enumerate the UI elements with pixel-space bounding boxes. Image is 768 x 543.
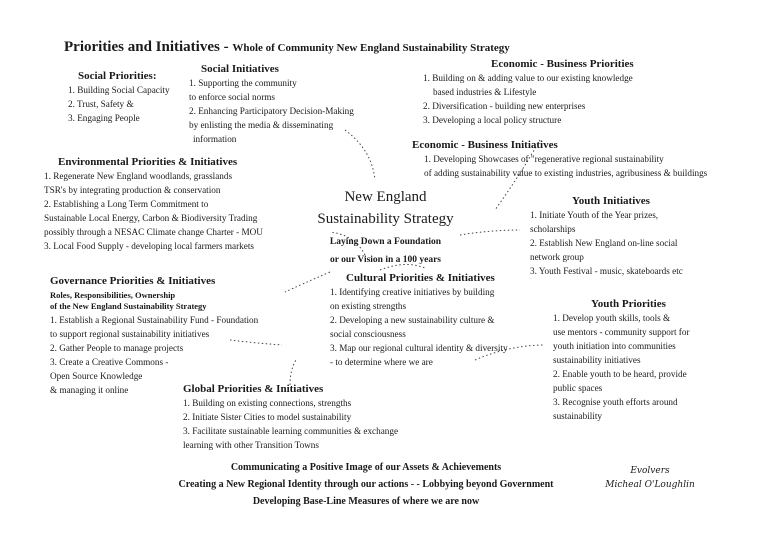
list-item: 1. Building Social Capacity — [68, 85, 170, 95]
list-item: 1. Develop youth skills, tools & — [553, 313, 671, 323]
social-priorities-list — [68, 83, 170, 125]
list-item: 1. Initiate Youth of the Year prizes, — [530, 210, 659, 220]
center-block — [298, 186, 473, 269]
list-item: 1. Building on & adding value to our existing knowledge — [423, 73, 633, 83]
list-item: possibly through a NESAC Climate change Charter - MOU — [44, 227, 263, 237]
global-block — [183, 383, 398, 452]
page-title-sub: Whole of Community New England Sustainability Strategy — [232, 42, 510, 54]
connector-governance — [285, 272, 330, 292]
social-initiatives-list — [189, 76, 354, 146]
economic-priorities-list — [423, 71, 634, 127]
list-item: 2. Trust, Safety & — [68, 99, 134, 109]
list-item: to support regional sustainability initiatives — [50, 329, 210, 339]
list-item: public spaces — [553, 383, 603, 393]
social-initiatives-heading: Social Initiatives — [201, 63, 279, 75]
list-item: 2. Gather People to manage projects — [50, 343, 184, 353]
list-item: social consciousness — [330, 329, 406, 339]
youth-priorities-list — [553, 311, 690, 423]
youth-initiatives-list — [530, 208, 683, 278]
economic-initiatives-block — [412, 139, 707, 180]
list-item: 2. Initiate Sister Cities to model sustainability — [183, 412, 352, 422]
list-item: 3. Create a Creative Commons - — [50, 357, 169, 367]
signature-block — [600, 464, 700, 492]
list-item: use mentors - community support for — [553, 327, 690, 337]
center-title-line1: New England — [344, 189, 427, 205]
list-item: 2. Establish New England on-line social — [530, 238, 678, 248]
signature-line-2: Micheal O'Loughlin — [605, 480, 695, 490]
list-item: sustainability initiatives — [553, 355, 641, 365]
list-item: TSR's by integrating production & conservation — [44, 185, 221, 195]
global-heading: Global Priorities & Initiatives — [183, 383, 324, 395]
list-item: 3. Facilitate sustainable learning communities & exchange — [183, 426, 399, 436]
environmental-block — [44, 156, 263, 253]
economic-initiatives-heading: Economic - Business Initiatives — [412, 139, 558, 151]
global-list — [183, 396, 398, 452]
youth-initiatives-heading: Youth Initiatives — [572, 195, 650, 207]
list-item: 3. Engaging People — [68, 113, 140, 123]
list-item: 3. Developing a local policy structure — [423, 115, 562, 125]
list-item: 1. Supporting the community — [189, 78, 297, 88]
list-item: 2. Enable youth to be heard, provide — [553, 369, 687, 379]
list-item: on existing strengths — [330, 301, 407, 311]
list-item: 1. Building on existing connections, strengths — [183, 398, 352, 408]
list-item: network group — [530, 252, 584, 262]
connector-global — [290, 360, 296, 385]
list-item: 1. Regenerate New England woodlands, grasslands — [44, 171, 233, 181]
center-subtitle-line2: or our Vision in a 100 years — [329, 255, 442, 265]
list-item: 2. Enhancing Participatory Decision-Making — [189, 106, 354, 116]
footer-block — [160, 459, 572, 510]
list-item: based industries & Lifestyle — [433, 87, 537, 97]
list-item: learning with other Transition Towns — [183, 440, 319, 450]
list-item: 3. Youth Festival - music, skateboards etc — [530, 266, 683, 276]
list-item: 1. Developing Showcases of "regenerative regional sustainability — [424, 154, 664, 164]
page-title — [64, 39, 510, 56]
list-item: scholarships — [530, 224, 576, 234]
economic-priorities-heading: Economic - Business Priorities — [491, 58, 634, 70]
list-item: 2. Establishing a Long Term Commitment to — [44, 199, 209, 209]
signature-line-1: Evolvers — [630, 466, 670, 476]
footer-line-2: Creating a New Regional Identity through our actions - - Lobbying beyond Government — [178, 479, 554, 490]
list-item: 3. Map our regional cultural identity & diversity — [330, 343, 508, 353]
list-item: to enforce social norms — [189, 92, 275, 102]
list-item: 3. Local Food Supply - developing local farmers markets — [44, 241, 254, 251]
center-subtitle-line1: Laying Down a Foundation — [329, 237, 442, 247]
environmental-list — [44, 169, 263, 253]
list-item: & managing it online — [50, 385, 129, 395]
list-item: 2. Diversification - building new enterprises — [423, 101, 586, 111]
list-item: by enlisting the media & disseminating — [189, 120, 334, 130]
cultural-list — [330, 285, 508, 369]
footer-line-3: Developing Base-Line Measures of where we are now — [252, 496, 480, 507]
list-item: Sustainable Local Energy, Carbon & Biodiversity Trading — [44, 213, 258, 223]
governance-block — [50, 275, 258, 397]
governance-heading: Governance Priorities & Initiatives — [50, 275, 216, 287]
list-item: sustainability — [553, 411, 602, 421]
list-item: 1. Establish a Regional Sustainability Fund - Foundation — [50, 315, 259, 325]
list-item: 2. Developing a new sustainability culture & — [330, 315, 495, 325]
governance-note-2: of the New England Sustainability Strategy — [50, 301, 207, 311]
list-item: Open Source Knowledge — [50, 371, 143, 381]
social-priorities-heading: Social Priorities: — [78, 70, 157, 82]
economic-initiatives-list — [424, 152, 707, 180]
youth-priorities-block — [553, 298, 690, 423]
social-priorities-block — [68, 70, 170, 125]
list-item: of adding sustainability value to existing industries, agribusiness & buildings — [424, 168, 708, 178]
environmental-heading: Environmental Priorities & Initiatives — [58, 156, 238, 168]
footer-line-1: Communicating a Positive Image of our Assets & Achievements — [230, 462, 502, 473]
list-item: 3. Recognise youth efforts around — [553, 397, 678, 407]
youth-priorities-heading: Youth Priorities — [591, 298, 666, 310]
list-item: - to determine where we are — [330, 357, 433, 367]
cultural-block — [330, 272, 508, 369]
page-title-main: Priorities and Initiatives - — [64, 39, 233, 55]
economic-priorities-block — [423, 58, 634, 127]
youth-initiatives-block — [530, 195, 683, 278]
center-title-line2: Sustainability Strategy — [317, 211, 454, 227]
cultural-heading: Cultural Priorities & Initiatives — [346, 272, 495, 284]
social-initiatives-block — [189, 63, 354, 146]
list-item: information — [193, 134, 237, 144]
list-item: youth initiation into communities — [553, 341, 676, 351]
governance-note-1: Roles, Responsibilities, Ownership — [50, 290, 176, 300]
list-item: 1. Identifying creative initiatives by building — [330, 287, 495, 297]
